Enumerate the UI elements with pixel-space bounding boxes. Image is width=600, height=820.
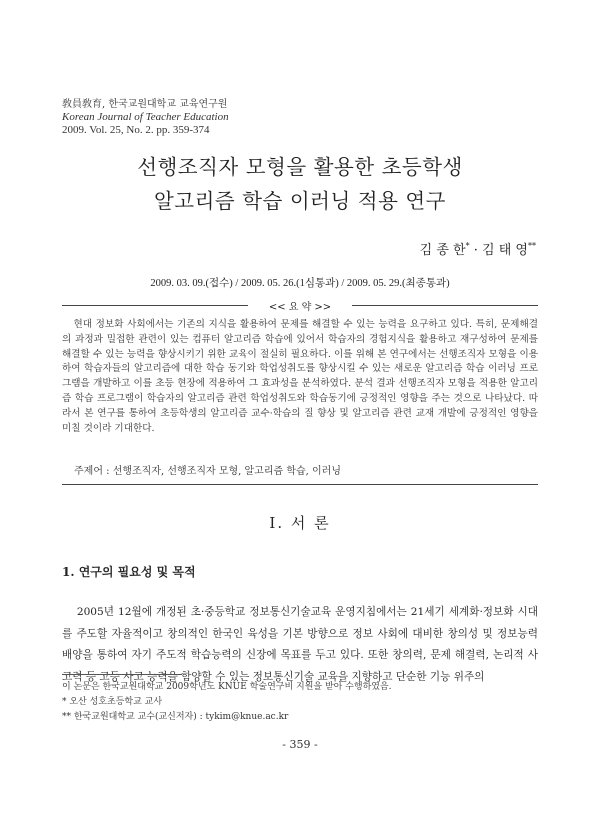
footnote-funding: 이 논문은 한국교원대학교 2009학년도 KNUE 학술연구비 지원을 받아 수행하였음. (62, 682, 392, 692)
author-name: 김 태 영 (482, 243, 528, 258)
footnote-author-1: * 오산 성호초등학교 교사 (62, 697, 163, 707)
title-line-1: 선행조직자 모형을 활용한 초등학생 (137, 155, 463, 179)
journal-header (62, 98, 229, 137)
journal-name-english: Korean Journal of Teacher Education (62, 111, 229, 123)
author-affiliation-mark: ** (528, 241, 536, 251)
abstract-text: 현대 정보화 사회에서는 기존의 지식을 활용하여 문제를 해결할 수 있는 능력을 요구하고 있다. 특히, 문제해결의 과정과 밀접한 관련이 있는 컴퓨터 알고리즘 학습에 있어서 학습자의 경험지식을 활용하고 재구성하여 문제를 해결할 수 있는 능력을 향상시키기 위한 교육이 절실히 필요하다. 이를 위해 본 연구에서는 선행조직자 모형을 이용하여 학습자들의 알고리즘에 대한 학습 동기와 학업성취도를 향상시킬 수 있는 새로운 알고리즘 학습 이러닝 프로그램을 개발하고 이를 초등 현장에 적용하여 그 효과성을 분석하였다. 분석 결과 선행조직자 모형을 적용한 알고리즘 학습 프로그램이 학습자의 알고리즘 관련 학업성취도와 학습동기에 긍정적인 영향을 주는 것으로 나타났다. 따라서 본 연구를 통하여 초등학생의 알고리즘 교수·학습의 질 향상 및 알고리즘 관련 교재 개발에 긍정적인 영향을 미칠 것이라 기대한다. (62, 319, 538, 434)
paper-title (0, 150, 600, 218)
author-list (420, 239, 536, 258)
journal-name-korean: 敎員敎育, 한국교원대학교 교육연구원 (62, 99, 228, 110)
keywords: 주제어 : 선행조직자, 선행조직자 모형, 알고리즘 학습, 이러닝 (74, 466, 341, 477)
abstract-rule-right (352, 305, 538, 306)
body-paragraph: 2005년 12월에 개정된 초·중등학교 정보통신기술교육 운영지침에서는 21세기 세계화·정보화 시대를 주도할 자율적이고 창의적인 한국인 육성을 기본 방향으로 정보 사회에 대비한 창의성 및 정보능력 배양을 통하여 자기 주도적 학습능력의 신장에 목표를 두고 있다. 또한 창의력, 문제 해결력, 논리적 사고력 등 고등 사고 능력을 함양할 수 있는 정보통신기술 교육을 지향하고 단순한 기능 위주의 (62, 606, 538, 683)
author-affiliation-mark: * (465, 241, 470, 251)
title-line-2: 알고리즘 학습 이러닝 적용 연구 (153, 189, 446, 213)
abstract-header (62, 299, 538, 311)
page-number: - 359 - (282, 738, 318, 751)
section-title: Ⅰ. 서 론 (269, 514, 331, 532)
footnotes (62, 680, 392, 725)
author-name: 김 종 한 (419, 243, 466, 258)
journal-volume: 2009. Vol. 25, No. 2. pp. 359-374 (62, 124, 210, 136)
abstract-label: << 요 약 >> (268, 302, 332, 313)
footnote-rule (62, 674, 182, 675)
abstract-bottom-rule (62, 484, 538, 485)
subsection-title: 1. 연구의 필요성 및 목적 (62, 565, 196, 579)
footnote-author-2: ** 한국교원대학교 교수(교신저자) : tykim@knue.ac.kr (62, 712, 289, 722)
author-separator: · (473, 243, 478, 258)
submission-dates: 2009. 03. 09.(접수) / 2009. 05. 26.(1심통과) / 2009. 05. 29.(최종통과) (150, 278, 450, 289)
